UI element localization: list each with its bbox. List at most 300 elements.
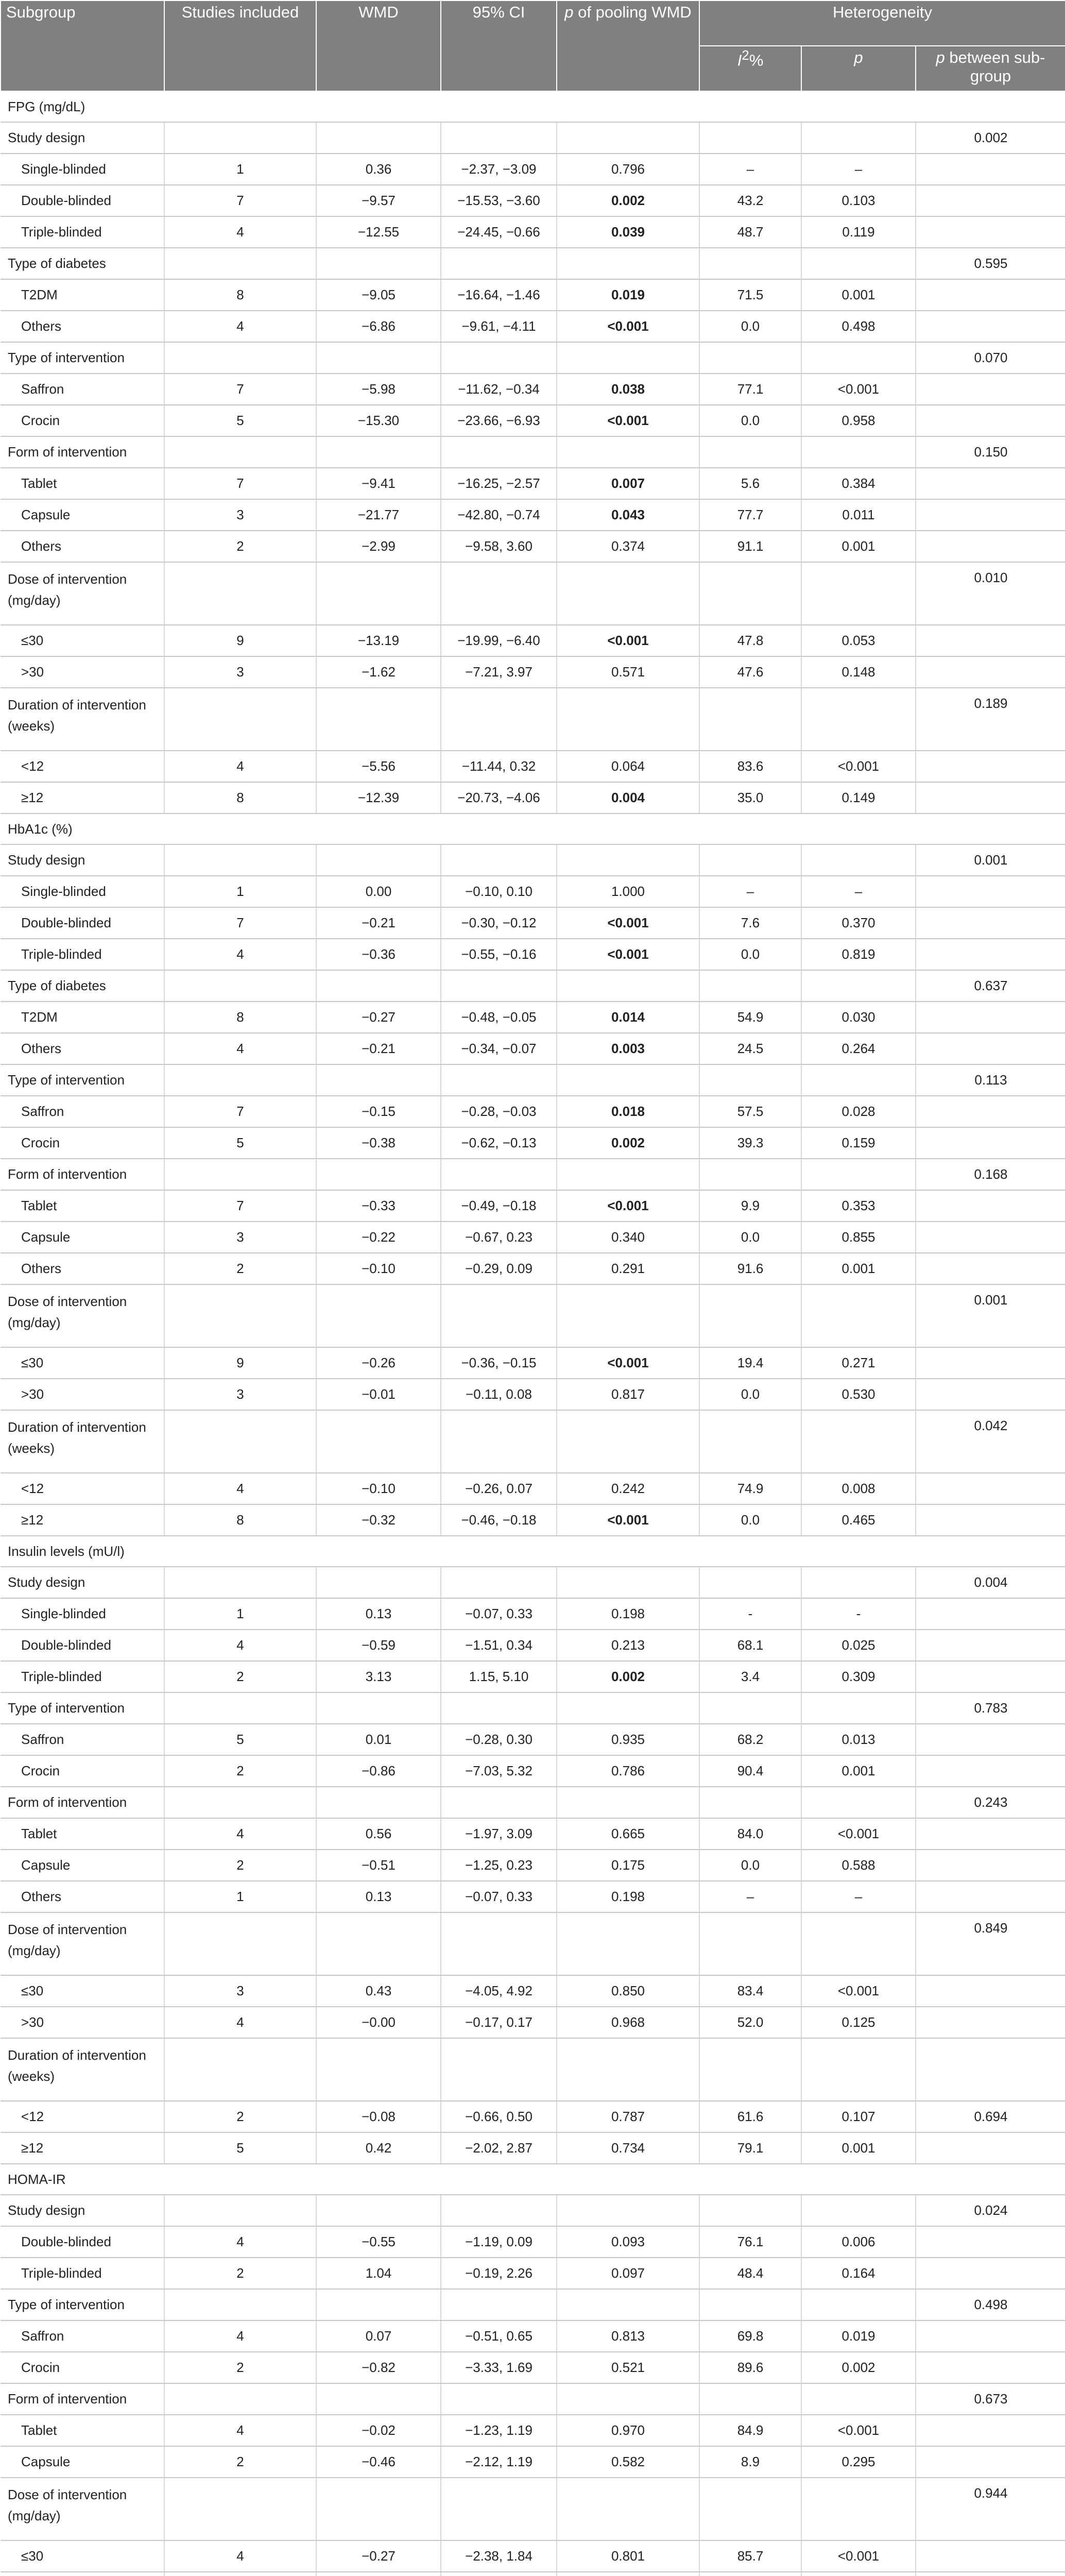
subgroup-label: ≥12	[1, 782, 164, 814]
p-heterogeneity-value: –	[801, 876, 916, 907]
i2-value: 0.0	[699, 1850, 801, 1881]
empty-cell	[801, 844, 916, 876]
ci-value: −1.19, 0.09	[441, 2226, 557, 2258]
empty-cell	[699, 1159, 801, 1190]
empty-cell	[441, 2289, 557, 2320]
p-pooling-value: <0.001	[557, 907, 699, 939]
table-header	[1, 1, 1065, 91]
table-row	[1, 1096, 1065, 1127]
ci-value	[441, 2572, 557, 2576]
empty-cell	[164, 342, 316, 374]
studies-included-value: 3	[164, 656, 316, 688]
ci-value: −0.10, 0.10	[441, 876, 557, 907]
table-row	[1, 1850, 1065, 1881]
ci-value: −7.21, 3.97	[441, 656, 557, 688]
p-between-subgroup-value	[916, 1755, 1065, 1787]
studies-included-value: 3	[164, 1975, 316, 2007]
studies-included-value: 2	[164, 2446, 316, 2478]
p-between-subgroup-value	[916, 185, 1065, 216]
table-row	[1, 1630, 1065, 1661]
empty-cell	[801, 2289, 916, 2320]
ci-value: −23.66, −6.93	[441, 405, 557, 436]
p-heterogeneity-value: 0.011	[801, 499, 916, 531]
p-between-subgroup-value: 0.673	[916, 2383, 1065, 2415]
outcome-row	[1, 91, 1065, 122]
ci-value: −0.36, −0.15	[441, 1347, 557, 1379]
p-between-subgroup-value	[916, 625, 1065, 656]
p-heterogeneity-value: 0.149	[801, 782, 916, 814]
subgroup-category-row	[1, 1692, 1065, 1724]
p-between-subgroup-value	[916, 1818, 1065, 1850]
subgroup-category-label: Dose of intervention (mg/day)	[1, 1912, 164, 1975]
empty-cell	[557, 248, 699, 279]
wmd-value: −0.27	[316, 2540, 441, 2572]
p-pooling-value: 0.014	[557, 1002, 699, 1033]
p-heterogeneity-value: 0.465	[801, 1504, 916, 1536]
empty-cell	[801, 1159, 916, 1190]
p-pooling-value: 0.571	[557, 656, 699, 688]
table-row	[1, 1975, 1065, 2007]
subgroup-label: Double-blinded	[1, 1630, 164, 1661]
table-row	[1, 1661, 1065, 1692]
empty-cell	[699, 436, 801, 468]
i2-value: 91.1	[699, 531, 801, 562]
p-pooling-value: <0.001	[557, 405, 699, 436]
subgroup-label: Saffron	[1, 374, 164, 405]
empty-cell	[699, 2289, 801, 2320]
subgroup-label: Others	[1, 311, 164, 342]
ci-value: −0.26, 0.07	[441, 1473, 557, 1504]
empty-cell	[164, 436, 316, 468]
wmd-value: −0.32	[316, 1504, 441, 1536]
p-heterogeneity-value: –	[801, 1881, 916, 1912]
i2-value: -	[699, 1598, 801, 1630]
subgroup-category-row	[1, 1284, 1065, 1347]
p-heterogeneity-value: 0.309	[801, 1661, 916, 1692]
subgroup-category-row	[1, 2195, 1065, 2226]
empty-cell	[557, 2289, 699, 2320]
table-row	[1, 1253, 1065, 1284]
i2-value: 91.6	[699, 1253, 801, 1284]
wmd-value: 0.07	[316, 2320, 441, 2352]
studies-included-value: 8	[164, 782, 316, 814]
studies-included-value: 5	[164, 405, 316, 436]
p-pooling-value: 0.043	[557, 499, 699, 531]
wmd-value: −9.41	[316, 468, 441, 499]
i2-value: 61.6	[699, 2101, 801, 2132]
p-between-subgroup-value: 0.595	[916, 248, 1065, 279]
wmd-value: 0.00	[316, 876, 441, 907]
header-p-heterogeneity-text: p	[854, 48, 863, 66]
studies-included-value: 2	[164, 2258, 316, 2289]
empty-cell	[557, 2038, 699, 2101]
wmd-value: −0.55	[316, 2226, 441, 2258]
subgroup-label: Triple-blinded	[1, 939, 164, 970]
p-between-subgroup-value	[916, 1598, 1065, 1630]
empty-cell	[316, 436, 441, 468]
table-row	[1, 374, 1065, 405]
empty-cell	[557, 1692, 699, 1724]
empty-cell	[316, 2478, 441, 2540]
table-row	[1, 939, 1065, 970]
ci-value: −0.29, 0.09	[441, 1253, 557, 1284]
p-pooling-value: <0.001	[557, 1347, 699, 1379]
empty-cell	[801, 342, 916, 374]
subgroup-label: Tablet	[1, 468, 164, 499]
ci-value: −0.51, 0.65	[441, 2320, 557, 2352]
empty-cell	[441, 1284, 557, 1347]
ci-value: −7.03, 5.32	[441, 1755, 557, 1787]
i2-value: 74.9	[699, 1473, 801, 1504]
empty-cell	[557, 1284, 699, 1347]
studies-included-value: 1	[164, 876, 316, 907]
ci-value: −9.61, −4.11	[441, 311, 557, 342]
i2-value: 83.4	[699, 1975, 801, 2007]
subgroup-label: >30	[1, 2007, 164, 2038]
p-between-subgroup-value	[916, 1661, 1065, 1692]
p-pooling-value: 1.000	[557, 876, 699, 907]
empty-cell	[699, 1410, 801, 1473]
empty-cell	[164, 2038, 316, 2101]
empty-cell	[699, 844, 801, 876]
studies-included-value: 8	[164, 1504, 316, 1536]
p-between-subgroup-value	[916, 1850, 1065, 1881]
p-between-subgroup-value: 0.498	[916, 2289, 1065, 2320]
empty-cell	[801, 2478, 916, 2540]
studies-included-value: 7	[164, 907, 316, 939]
empty-cell	[164, 2195, 316, 2226]
ci-value: −20.73, −4.06	[441, 782, 557, 814]
subgroup-label: T2DM	[1, 1002, 164, 1033]
table-row	[1, 216, 1065, 248]
studies-included-value: 7	[164, 185, 316, 216]
p-between-subgroup-value	[916, 499, 1065, 531]
studies-included-value: 4	[164, 2007, 316, 2038]
p-pooling-value: 0.787	[557, 2101, 699, 2132]
wmd-value: 0.43	[316, 1975, 441, 2007]
p-heterogeneity-value: 0.030	[801, 1002, 916, 1033]
subgroup-label	[1, 2572, 164, 2576]
ci-value: −0.28, 0.30	[441, 1724, 557, 1755]
ci-value: −2.38, 1.84	[441, 2540, 557, 2572]
p-pooling-value: 0.039	[557, 216, 699, 248]
subgroup-label: ≤30	[1, 1347, 164, 1379]
i2-value: 7.6	[699, 907, 801, 939]
p-between-subgroup-value: 0.637	[916, 970, 1065, 1002]
outcome-label: FPG (mg/dL)	[1, 91, 1065, 122]
empty-cell	[801, 1410, 916, 1473]
subgroup-label: ≤30	[1, 1975, 164, 2007]
subgroup-label: Tablet	[1, 1190, 164, 1222]
empty-cell	[699, 2383, 801, 2415]
wmd-value: −13.19	[316, 625, 441, 656]
i2-value: 84.9	[699, 2415, 801, 2446]
i2-value: 47.8	[699, 625, 801, 656]
p-heterogeneity-value: 0.125	[801, 2007, 916, 2038]
subgroup-category-row	[1, 1567, 1065, 1598]
empty-cell	[441, 1567, 557, 1598]
empty-cell	[557, 562, 699, 625]
p-heterogeneity-value: 0.103	[801, 185, 916, 216]
i2-value: 69.8	[699, 2320, 801, 2352]
p-between-subgroup-value	[916, 1379, 1065, 1410]
wmd-value: −9.05	[316, 279, 441, 311]
subgroup-label: ≥12	[1, 1504, 164, 1536]
ci-value: −0.66, 0.50	[441, 2101, 557, 2132]
i2-value	[699, 2572, 801, 2576]
empty-cell	[164, 1064, 316, 1096]
p-pooling-value: 0.002	[557, 1661, 699, 1692]
empty-cell	[316, 562, 441, 625]
header-95-ci: 95% CI	[441, 1, 557, 91]
ci-value: −19.99, −6.40	[441, 625, 557, 656]
subgroup-category-row	[1, 2383, 1065, 2415]
subgroup-category-row	[1, 2038, 1065, 2101]
empty-cell	[316, 1410, 441, 1473]
p-between-subgroup-value	[916, 1002, 1065, 1033]
empty-cell	[316, 1064, 441, 1096]
empty-cell	[164, 1159, 316, 1190]
ci-value: −11.44, 0.32	[441, 751, 557, 782]
header-studies-included: Studies included	[164, 1, 316, 91]
empty-cell	[699, 1787, 801, 1818]
ci-value: −4.05, 4.92	[441, 1975, 557, 2007]
empty-cell	[801, 970, 916, 1002]
empty-cell	[557, 970, 699, 1002]
p-between-subgroup-value	[916, 2320, 1065, 2352]
ci-value: −15.53, −3.60	[441, 185, 557, 216]
empty-cell	[801, 562, 916, 625]
i2-value: 43.2	[699, 185, 801, 216]
subgroup-category-row	[1, 122, 1065, 154]
empty-cell	[441, 2195, 557, 2226]
outcome-row	[1, 814, 1065, 844]
subgroup-label: Capsule	[1, 1222, 164, 1253]
table-row	[1, 1002, 1065, 1033]
i2-value: 5.6	[699, 468, 801, 499]
table-row	[1, 876, 1065, 907]
header-p-pooling-p: p	[564, 3, 574, 21]
subgroup-label: Double-blinded	[1, 2226, 164, 2258]
studies-included-value: 4	[164, 1818, 316, 1850]
table-row	[1, 2320, 1065, 2352]
header-p-pooling-text: of pooling WMD	[573, 3, 692, 21]
p-heterogeneity-value: 0.384	[801, 468, 916, 499]
p-pooling-value: 0.850	[557, 1975, 699, 2007]
empty-cell	[557, 2195, 699, 2226]
empty-cell	[557, 436, 699, 468]
empty-cell	[316, 1912, 441, 1975]
studies-included-value: 2	[164, 531, 316, 562]
studies-included-value	[164, 2572, 316, 2576]
p-pooling-value: 0.007	[557, 468, 699, 499]
table-row	[1, 1881, 1065, 1912]
wmd-value: −0.26	[316, 1347, 441, 1379]
i2-value: –	[699, 154, 801, 185]
header-i2-letter: I	[737, 51, 742, 70]
p-between-subgroup-value	[916, 1222, 1065, 1253]
p-pooling-value: 0.002	[557, 185, 699, 216]
p-heterogeneity-value: 0.001	[801, 279, 916, 311]
i2-value: 0.0	[699, 1379, 801, 1410]
table-row	[1, 1379, 1065, 1410]
empty-cell	[699, 2195, 801, 2226]
p-between-subgroup-value	[916, 2572, 1065, 2576]
studies-included-value: 7	[164, 1096, 316, 1127]
subgroup-category-row	[1, 2289, 1065, 2320]
table-row	[1, 1724, 1065, 1755]
p-between-subgroup-value	[916, 311, 1065, 342]
empty-cell	[699, 122, 801, 154]
subgroup-label: Single-blinded	[1, 876, 164, 907]
studies-included-value: 2	[164, 2352, 316, 2383]
p-between-subgroup-value: 0.849	[916, 1912, 1065, 1975]
p-heterogeneity-value: <0.001	[801, 2415, 916, 2446]
i2-value: 54.9	[699, 1002, 801, 1033]
studies-included-value: 5	[164, 2132, 316, 2164]
wmd-value: −0.36	[316, 939, 441, 970]
subgroup-category-label: Type of diabetes	[1, 970, 164, 1002]
p-pooling-value: 0.175	[557, 1850, 699, 1881]
subgroup-label: Capsule	[1, 1850, 164, 1881]
p-pooling-value: 0.796	[557, 154, 699, 185]
i2-value: 0.0	[699, 1504, 801, 1536]
empty-cell	[557, 1064, 699, 1096]
empty-cell	[801, 1692, 916, 1724]
p-pooling-value: 0.521	[557, 2352, 699, 2383]
i2-value: 85.7	[699, 2540, 801, 2572]
p-between-subgroup-value: 0.113	[916, 1064, 1065, 1096]
p-heterogeneity-value: 0.164	[801, 2258, 916, 2289]
i2-value: 0.0	[699, 939, 801, 970]
table-row	[1, 2226, 1065, 2258]
wmd-value	[316, 2572, 441, 2576]
ci-value: −0.19, 2.26	[441, 2258, 557, 2289]
wmd-value: −0.01	[316, 1379, 441, 1410]
studies-included-value: 3	[164, 1379, 316, 1410]
p-heterogeneity-value: 0.028	[801, 1096, 916, 1127]
i2-value: 90.4	[699, 1755, 801, 1787]
empty-cell	[441, 436, 557, 468]
empty-cell	[557, 1567, 699, 1598]
p-between-subgroup-value	[916, 939, 1065, 970]
studies-included-value: 4	[164, 1033, 316, 1064]
empty-cell	[441, 1159, 557, 1190]
subgroup-category-label: Study design	[1, 122, 164, 154]
ci-value: −0.07, 0.33	[441, 1598, 557, 1630]
studies-included-value: 4	[164, 2415, 316, 2446]
ci-value: −0.17, 0.17	[441, 2007, 557, 2038]
i2-value: –	[699, 1881, 801, 1912]
p-between-subgroup-value: 0.010	[916, 562, 1065, 625]
ci-value: −0.49, −0.18	[441, 1190, 557, 1222]
studies-included-value: 5	[164, 1127, 316, 1159]
p-between-subgroup-value: 0.002	[916, 122, 1065, 154]
p-between-subgroup-value	[916, 1975, 1065, 2007]
p-pooling-value: <0.001	[557, 939, 699, 970]
table-row	[1, 656, 1065, 688]
ci-value: −24.45, −0.66	[441, 216, 557, 248]
studies-included-value: 4	[164, 216, 316, 248]
studies-included-value: 9	[164, 625, 316, 656]
outcome-label: HbA1c (%)	[1, 814, 1065, 844]
subgroup-category-label: Form of intervention	[1, 1159, 164, 1190]
p-heterogeneity-value: 0.819	[801, 939, 916, 970]
table-row	[1, 2352, 1065, 2383]
p-between-subgroup-value	[916, 1630, 1065, 1661]
subgroup-label: Crocin	[1, 405, 164, 436]
i2-value: 9.9	[699, 1190, 801, 1222]
p-pooling-value: 0.734	[557, 2132, 699, 2164]
table-row	[1, 782, 1065, 814]
empty-cell	[164, 1787, 316, 1818]
studies-included-value: 4	[164, 2320, 316, 2352]
p-pooling-value: 0.038	[557, 374, 699, 405]
empty-cell	[801, 1284, 916, 1347]
i2-value: 0.0	[699, 1222, 801, 1253]
p-between-subgroup-value	[916, 154, 1065, 185]
subgroup-label: Double-blinded	[1, 907, 164, 939]
empty-cell	[316, 1787, 441, 1818]
p-between-subgroup-value: 0.168	[916, 1159, 1065, 1190]
table-row	[1, 1222, 1065, 1253]
wmd-value: 0.36	[316, 154, 441, 185]
p-pooling-value: 0.340	[557, 1222, 699, 1253]
p-heterogeneity-value: 0.013	[801, 1724, 916, 1755]
p-heterogeneity-value: 0.353	[801, 1190, 916, 1222]
empty-cell	[557, 1912, 699, 1975]
p-between-subgroup-value: 0.150	[916, 436, 1065, 468]
wmd-value: 0.42	[316, 2132, 441, 2164]
subgroup-label: Single-blinded	[1, 1598, 164, 1630]
subgroup-label: ≤30	[1, 625, 164, 656]
subgroup-category-row	[1, 970, 1065, 1002]
empty-cell	[441, 1912, 557, 1975]
studies-included-value: 7	[164, 374, 316, 405]
p-heterogeneity-value: 0.001	[801, 1253, 916, 1284]
p-pooling-value: 0.064	[557, 751, 699, 782]
i2-value: 77.7	[699, 499, 801, 531]
ci-value: −0.55, −0.16	[441, 939, 557, 970]
p-pooling-value: 0.093	[557, 2226, 699, 2258]
empty-cell	[441, 122, 557, 154]
i2-value: 57.5	[699, 1096, 801, 1127]
p-between-subgroup-value	[916, 1473, 1065, 1504]
empty-cell	[801, 122, 916, 154]
empty-cell	[699, 1692, 801, 1724]
p-between-subgroup-value: 0.024	[916, 2195, 1065, 2226]
subgroup-label: Others	[1, 1033, 164, 1064]
table-row	[1, 1347, 1065, 1379]
table-row	[1, 1755, 1065, 1787]
p-heterogeneity-value: 0.855	[801, 1222, 916, 1253]
subgroup-category-row	[1, 342, 1065, 374]
ci-value: −3.33, 1.69	[441, 2352, 557, 2383]
ci-value: −2.02, 2.87	[441, 2132, 557, 2164]
ci-value: −9.58, 3.60	[441, 531, 557, 562]
subgroup-label: Crocin	[1, 2352, 164, 2383]
empty-cell	[441, 1692, 557, 1724]
empty-cell	[316, 1567, 441, 1598]
empty-cell	[164, 844, 316, 876]
header-p-between-p: p	[936, 48, 945, 66]
empty-cell	[557, 688, 699, 751]
subgroup-label: Capsule	[1, 2446, 164, 2478]
empty-cell	[801, 1787, 916, 1818]
p-heterogeneity-value: 0.001	[801, 1755, 916, 1787]
p-heterogeneity-value: 0.159	[801, 1127, 916, 1159]
p-between-subgroup-value	[916, 2007, 1065, 2038]
